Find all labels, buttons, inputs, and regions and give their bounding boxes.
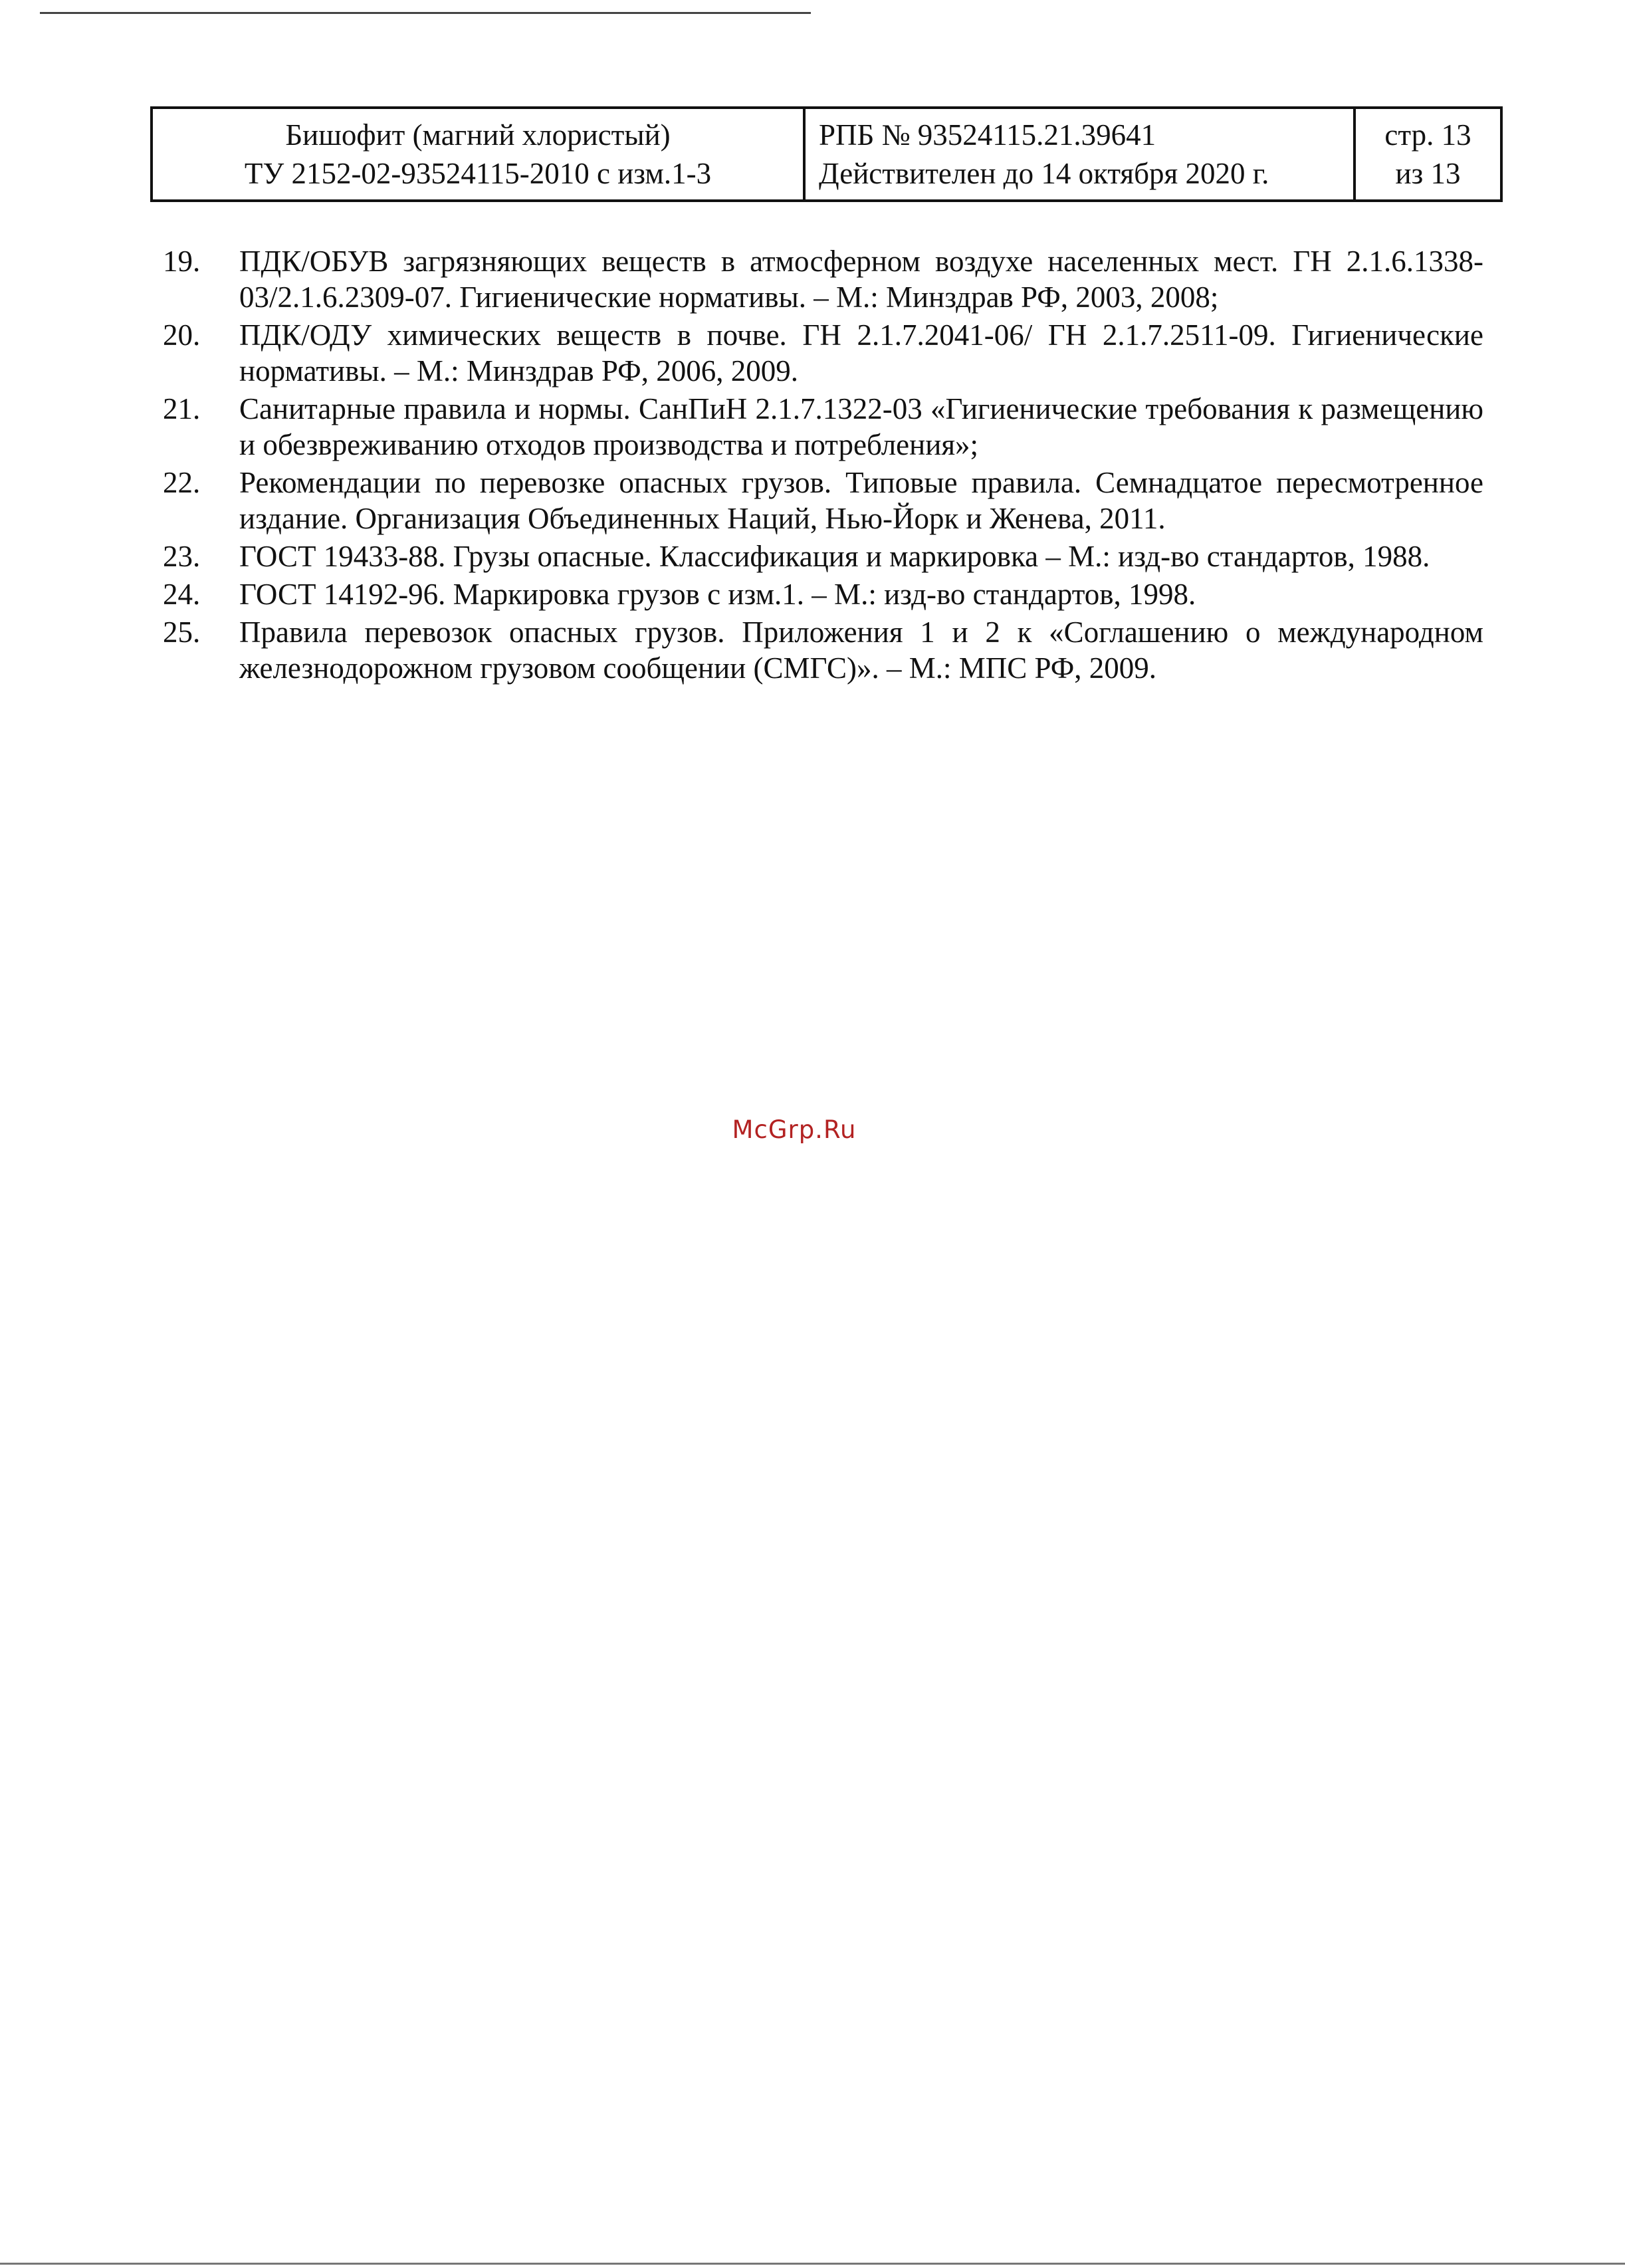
reference-text: Рекомендации по перевозке опасных грузов. Типовые правила. Семнадцатое пересмотренное издание. Организация Объединенных Наций, Нью-Йорк и Женева, 2011. [239,466,1483,535]
reference-number: 22. [163,466,201,499]
list-item [160,465,1483,536]
list-item [160,538,1483,574]
list-item [160,243,1483,315]
reference-number: 25. [163,616,201,649]
reference-text: Правила перевозок опасных грузов. Приложения 1 и 2 к «Соглашению о международном железнодорожном грузовом сообщении (СМГС)». – М.: МПС РФ, 2009. [239,616,1483,685]
product-name: Бишофит (магний хлористый) [285,118,671,152]
document-header-table [150,106,1503,202]
reference-number: 20. [163,318,201,352]
reference-text: ПДК/ОДУ химических веществ в почве. ГН 2.1.7.2041-06/ ГН 2.1.7.2511-09. Гигиенические нормативы. – М.: Минздрав РФ, 2006, 2009. [239,318,1483,388]
header-registry-cell [803,109,1353,199]
valid-until: Действителен до 14 октября 2020 г. [819,157,1269,190]
registry-number: РПБ № 93524115.21.39641 [819,118,1156,152]
reference-number: 24. [163,578,201,611]
page-label: стр. 13 [1384,118,1471,152]
reference-number: 21. [163,392,201,425]
list-item [160,317,1483,389]
reference-list [160,243,1483,688]
header-page-cell [1353,109,1500,199]
reference-text: ПДК/ОБУВ загрязняющих веществ в атмосферном воздухе населенных мест. ГН 2.1.6.1338-03/2.1.6.2309-07. Гигиенические нормативы. – М.: Минздрав РФ, 2003, 2008; [239,245,1483,314]
reference-text: Санитарные правила и нормы. СанПиН 2.1.7.1322-03 «Гигиенические требования к размещению и обезвреживанию отходов производства и потребления»; [239,392,1483,461]
scan-edge-top [40,12,811,14]
page-total: из 13 [1395,157,1461,190]
scan-edge-bottom [0,2263,1625,2265]
reference-number: 23. [163,540,201,573]
list-item [160,614,1483,686]
header-product-cell [153,109,803,199]
watermark: McGrp.Ru [732,1115,857,1144]
spec-code: ТУ 2152-02-93524115-2010 с изм.1-3 [244,157,712,190]
list-item [160,391,1483,463]
reference-number: 19. [163,245,201,278]
reference-text: ГОСТ 19433-88. Грузы опасные. Классификация и маркировка – М.: изд-во стандартов, 1988. [239,540,1430,573]
list-item [160,576,1483,612]
reference-text: ГОСТ 14192-96. Маркировка грузов с изм.1. – М.: изд-во стандартов, 1998. [239,578,1196,611]
